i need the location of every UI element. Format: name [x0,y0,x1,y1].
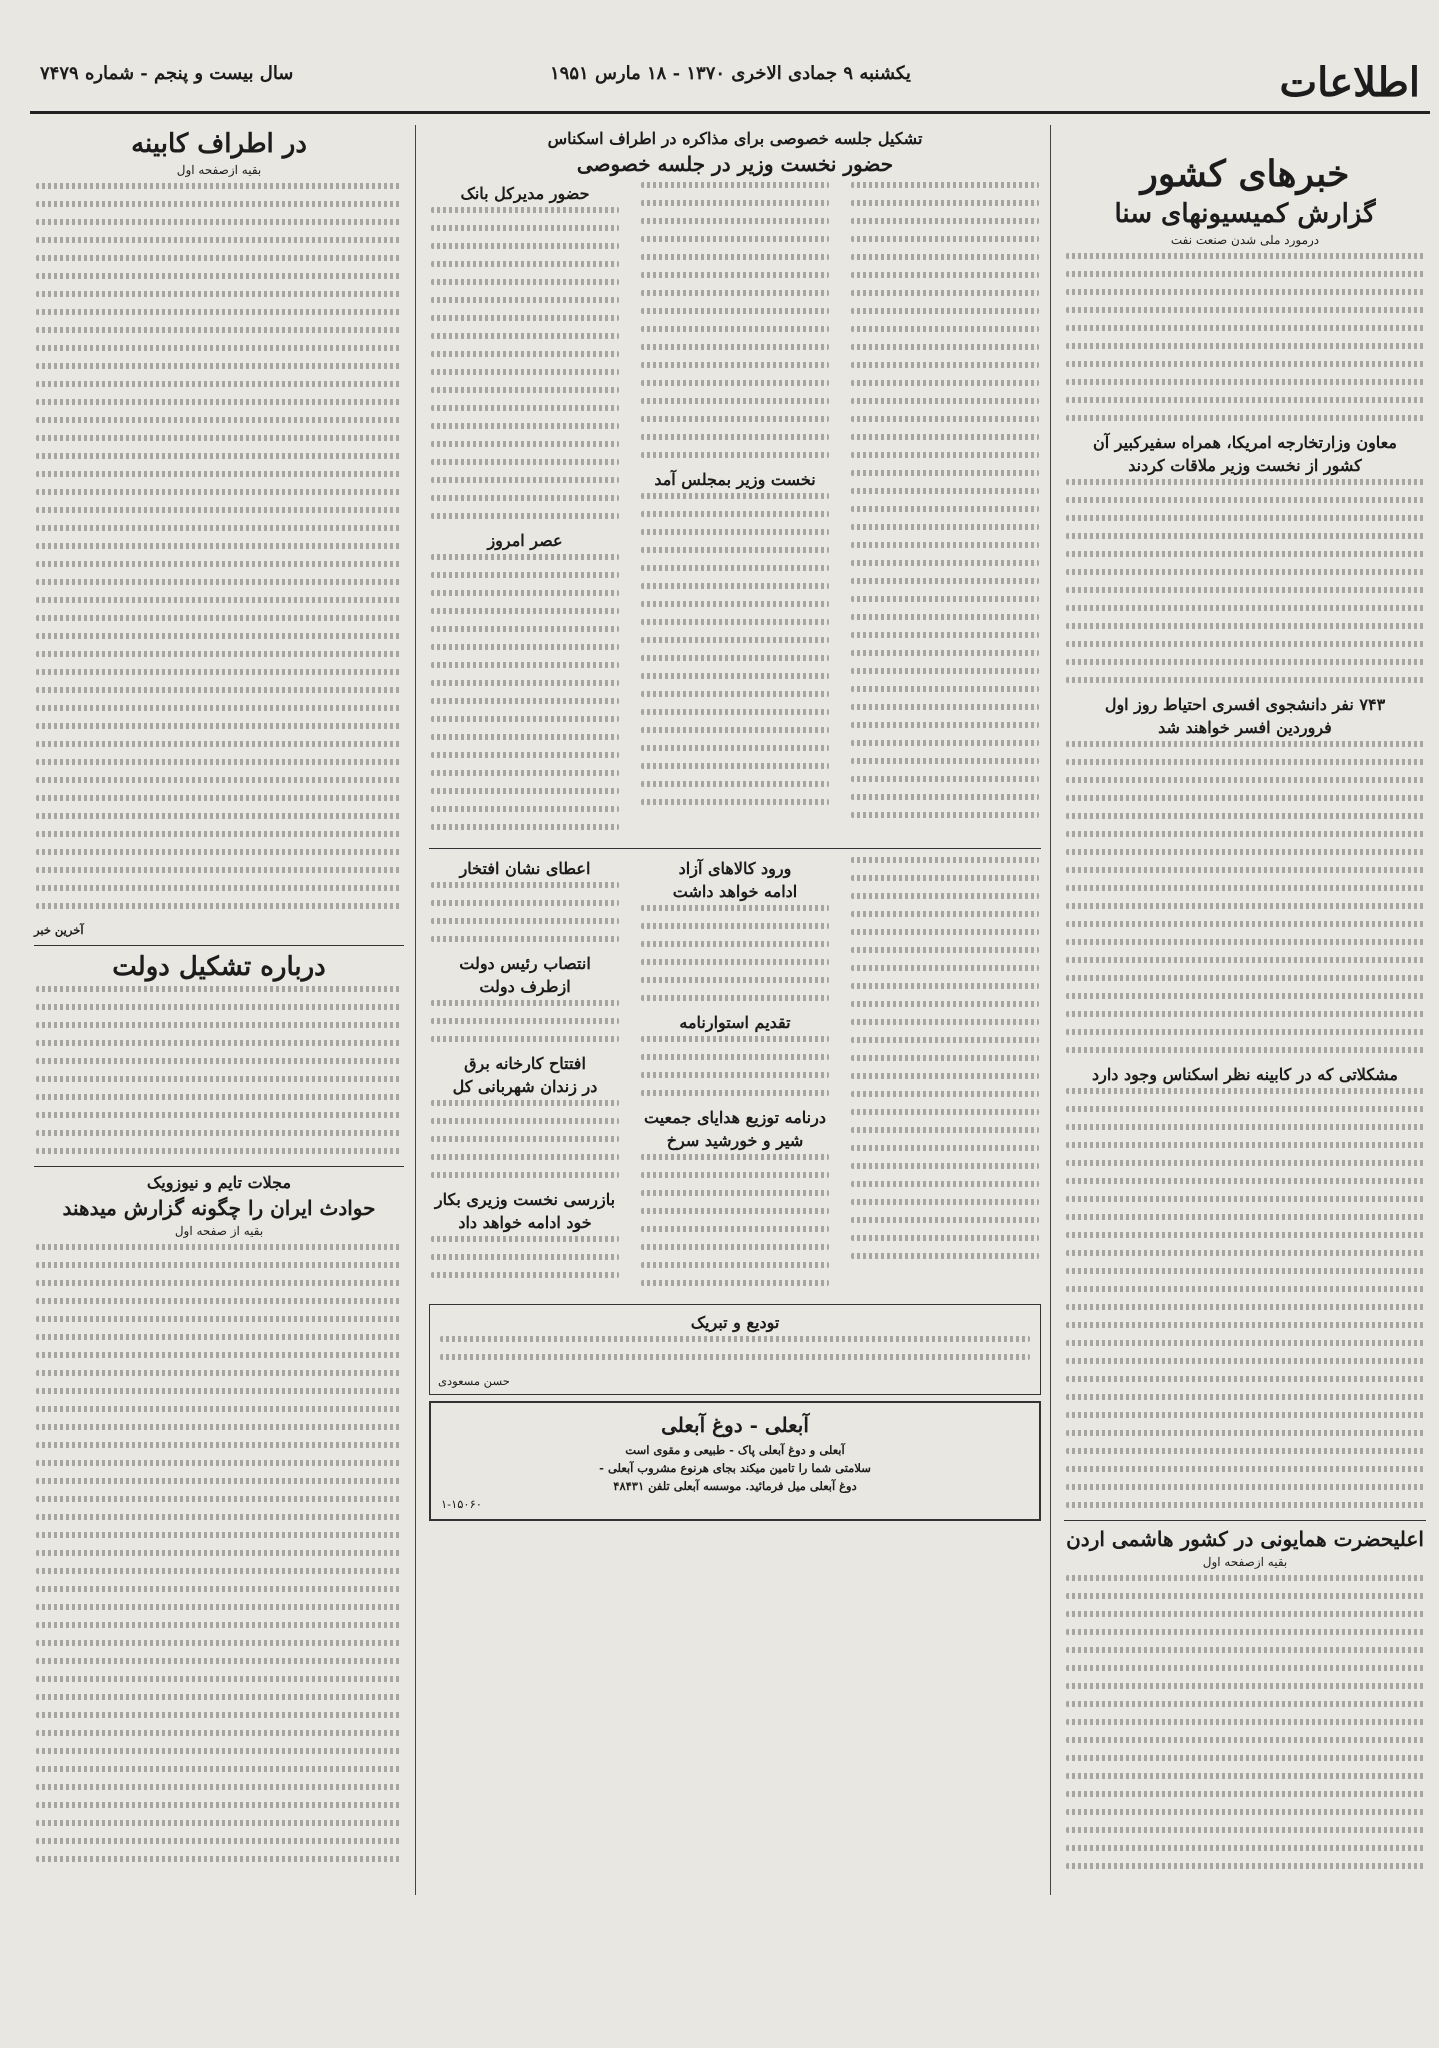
headline-cadets-2: فروردین افسر خواهند شد [1158,718,1332,737]
headline-farewell: تودیع و تبریک [690,1313,780,1332]
column-right [1060,125,1430,1965]
headline-medal: اعطای نشان افتخار [459,859,591,878]
ad-abali [429,1401,1041,1521]
column-left [30,125,408,1965]
center-subcol [425,180,625,842]
newspaper-title: اطلاعات [1279,59,1420,106]
center-top-columns [425,180,1045,842]
column-center [425,125,1045,1965]
column-rule [415,125,416,1895]
headline-bank-director: حضور مدیرکل بانک [460,184,590,203]
subhead-continued: بقیه ازصفحه اول [1202,1555,1288,1569]
center-subcol [845,855,1045,1298]
headline-private-session: تشکیل جلسه خصوصی برای مذاکره در اطراف اسکناس [547,129,923,148]
ad-code: ۱-۱۵۰۶۰ [441,1497,482,1511]
headline-king-jordan: اعلیحضرت همایونی در کشور هاشمی اردن [1066,1527,1424,1551]
headline-iran-events: حوادث ایران را چگونه گزارش میدهند [62,1196,376,1220]
subhead-cabinet: بقیه ازصفحه اول [176,163,262,177]
headline-cabinet: در اطراف کابینه [131,129,307,159]
headline-banknote-issues: مشکلاتی که در کابینه نظر اسکناس وجود دارد [1092,1065,1398,1084]
headline-us-deputy-2: کشور از نخست وزیر ملاقات کردند [1128,456,1362,475]
newspaper-page [30,55,1439,2048]
subhead-oil: درمورد ملی شدن صنعت نفت [1170,233,1320,247]
subhead-iran-events: بقیه از صفحه اول [174,1224,264,1238]
headline-us-deputy: معاون وزارتخارجه امریکا، همراه سفیرکبیر آن [1093,433,1397,452]
headline-this-afternoon: عصر امروز [487,531,563,550]
headline-appointment-2: ازطرف دولت [479,977,571,996]
headline-pm-presence: حضور نخست وزیر در جلسه خصوصی [576,152,894,176]
ad-line-2: سلامتی شما را تامین میکند بجای هرنوع مشروب آبعلی - [599,1461,871,1475]
headline-inspection: بازرسی نخست وزیری بکار [434,1190,616,1209]
headline-imports-2: ادامه خواهد داشت [672,882,798,901]
farewell-signature: حسن مسعودی [438,1374,510,1388]
center-subcol [635,180,835,842]
article-text [1066,479,1424,683]
column-rule [1050,125,1051,1895]
headline-senate-report: گزارش کمیسیونهای سنا [1114,199,1376,229]
headline-country-news: خبرهای کشور [1140,153,1350,195]
farewell-box [429,1304,1041,1395]
headline-govt-formation: درباره تشکیل دولت [112,952,326,982]
article-text [1066,741,1424,1053]
headline-time-newsweek: مجلات تایم و نیوزویک [146,1173,292,1192]
center-subcol [425,855,625,1298]
headline-power-plant: افتتاح کارخانه برق [464,1054,586,1073]
center-bottom-columns [425,855,1045,1298]
headline-prison: در زندان شهربانی کل [452,1077,598,1096]
center-subcol [845,180,1045,842]
headline-imports: ورود کالاهای آزاد [678,859,792,878]
headline-credentials: تقدیم استوارنامه [679,1013,791,1032]
article-text [1066,1575,1424,1869]
ad-title: آبعلی - دوغ آبعلی [661,1413,809,1437]
masthead [30,55,1430,114]
issue-date: یکشنبه ۹ جمادی الاخری ۱۳۷۰ - ۱۸ مارس ۱۹۵۱ [550,63,911,84]
headline-pm-came: نخست وزیر بمجلس آمد [654,470,816,489]
issue-number: سال بیست و پنجم - شماره ۷۴۷۹ [40,63,294,84]
headline-inspection-2: خود ادامه خواهد داد [458,1213,592,1232]
article-text [1066,253,1424,421]
headline-appointment: انتصاب رئیس دولت [459,954,591,973]
ad-line-1: آبعلی و دوغ آبعلی پاک - طبیعی و مقوی است [625,1443,845,1457]
ad-line-3: دوغ آبعلی میل فرمائید. موسسه آبعلی تلفن ۴۸۴۳۱ [613,1479,857,1493]
article-text [1066,1088,1424,1508]
headline-red-lion: شیر و خورشید سرخ [666,1131,804,1150]
center-subcol [635,855,835,1298]
latest-news-label: آخرین خبر [34,923,84,937]
headline-gifts: درنامه توزیع هدایای جمعیت [644,1108,826,1127]
headline-cadets: ۷۴۳ نفر دانشجوی افسری احتیاط روز اول [1104,695,1386,714]
